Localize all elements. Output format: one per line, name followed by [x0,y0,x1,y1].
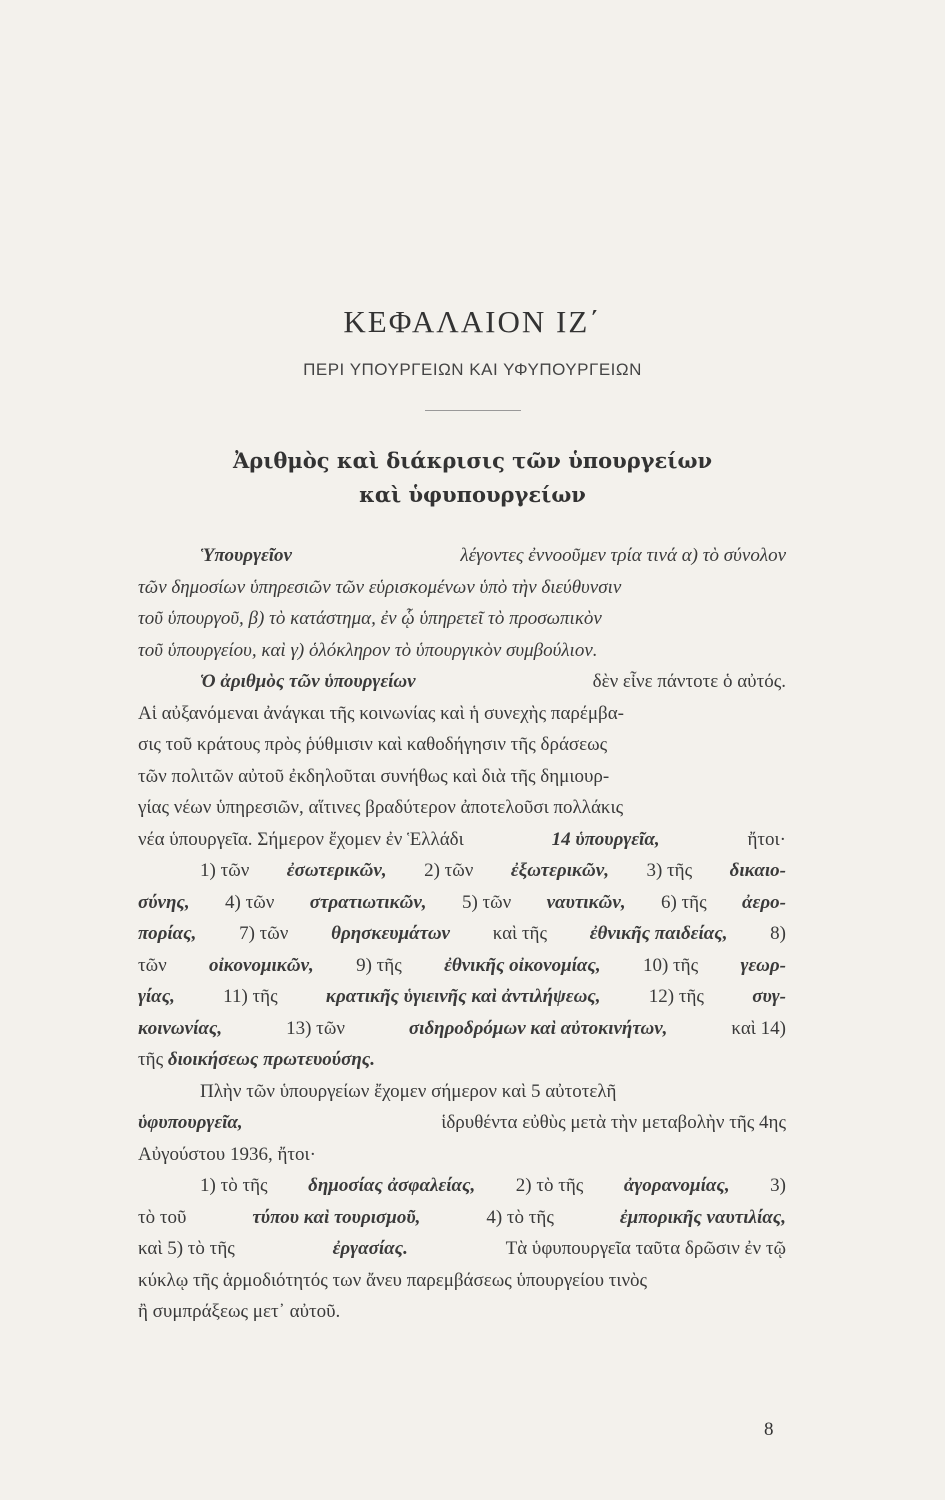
text-line: Πλὴν τῶν ὑπουργείων ἔχομεν σήμερον καὶ 5 αὐτοτελῆ [200,1080,617,1102]
term: Ὁ ἀριθμὸς τῶν ὑπουργείων [200,671,416,692]
term: ναυτικῶν, [546,891,626,913]
term: δημοσίας ἀσφαλείας, [308,1175,476,1196]
term: σιδηροδρόμων καὶ αὐτοκινήτων, [408,1017,668,1039]
text-run: τῶν [138,954,167,976]
term: συγ- [752,986,786,1007]
text-run: δὲν εἶνε πάντοτε ὁ αὐτός. [592,671,786,692]
divider-rule [425,410,521,411]
text-run: 6) τῆς [660,891,707,913]
text-run: ἱδρυθέντα εὐθὺς μετὰ τὴν μεταβολὴν τῆς 4ης [441,1112,786,1133]
text-run: 2) τὸ τῆς [515,1175,584,1196]
text-line: σις τοῦ κράτους πρὸς ῥύθμισιν καὶ καθοδήγησιν τῆς δράσεως [138,734,608,755]
text-run: 7) τῶν [239,923,289,944]
chapter-title: ΚΕΦΑΛΑΙΟΝ ΙΖ΄ [343,304,602,339]
term: πορίας, [138,923,197,944]
term: ἐξωτερικῶν, [510,860,609,881]
term: ἐθνικῆς παιδείας, [589,923,728,944]
term: 14 ὑπουργεῖα, [551,828,660,850]
text-line [138,887,786,919]
text-line: τοῦ ὑπουργείου, καὶ γ) ὁλόκληρον τὸ ὑπουργικὸν συμβούλιον. [138,639,598,661]
text-line: Αὐγούστου 1936, ἤτοι· [138,1143,316,1165]
text-line [138,855,786,887]
term: θρησκευμάτων [331,923,450,944]
term: ἀερο- [742,891,786,913]
text-run: Τὰ ὑφυπουργεῖα ταῦτα δρῶσιν ἐν τῷ [505,1238,786,1259]
text-run: 5) τῶν [461,891,512,913]
text-run: 11) τῆς [223,986,278,1007]
text-line: τῶν πολιτῶν αὐτοῦ ἐκδηλοῦται συνήθως καὶ διὰ τῆς δημιουρ- [138,765,610,787]
text-run: 9) τῆς [356,954,402,976]
text-line [138,1202,786,1234]
text-line: ἢ συμπράξεως μετ᾽ αὐτοῦ. [138,1301,341,1322]
term: Ὑπουργεῖον [200,545,292,566]
text-line: τοῦ ὑπουργοῦ, β) τὸ κατάστημα, ἐν ᾧ ὑπηρετεῖ τὸ προσωπικὸν [138,608,602,629]
term: δικαιο- [729,860,786,881]
text-run: τὸ τοῦ [138,1206,187,1228]
text-line [138,1013,786,1045]
term: ἐσωτερικῶν, [286,860,387,881]
text-run: ἤτοι· [747,828,786,850]
text-run: νέα ὑπουργεῖα. Σήμερον ἔχομεν ἐν Ἑλλάδι [138,828,464,850]
text-line [138,1107,786,1139]
text-run: καὶ 14) [731,1017,786,1039]
text-line [138,1233,786,1265]
term: κρατικῆς ὑγιεινῆς καὶ ἀντιλήψεως, [325,986,601,1007]
term: ἐργασίας. [332,1238,408,1259]
text-line [138,1170,786,1202]
text-line: Αἱ αὐξανόμεναι ἀνάγκαι τῆς κοινωνίας καὶ ἡ συνεχὴς παρέμβα- [138,702,625,724]
term: ὑφυπουργεῖα, [138,1112,243,1133]
text-run: καὶ 5) τὸ τῆς [138,1238,235,1259]
term: οἰκονομικῶν, [209,954,314,976]
text-line [138,1044,786,1076]
text-line: τῶν δημοσίων ὑπηρεσιῶν τῶν εὑρισκομένων ὑπὸ τὴν διεύθυνσιν [138,576,622,598]
term: τύπου καὶ τουρισμοῦ, [252,1206,421,1228]
text-line [138,981,786,1013]
text-run: καὶ τῆς [492,923,548,944]
text-run: τῆς [138,1049,164,1070]
text-run: 8) [770,923,786,944]
text-run: 1) τῶν [200,860,250,881]
text-line [138,666,786,698]
term: ἀγορανομίας, [623,1175,730,1196]
chapter-subtitle: ΠΕΡΙ ΥΠΟΥΡΓΕΙΩΝ ΚΑΙ ΥΦΥΠΟΥΡΓΕΙΩΝ [303,360,642,379]
term: γεωρ- [740,954,786,976]
text-line [138,918,786,950]
text-run: λέγοντες ἐννοοῦμεν τρία τινά α) τὸ σύνολον [460,545,786,566]
text-run: 4) τὸ τῆς [486,1206,554,1228]
text-run: 4) τῶν [225,891,275,913]
text-line [138,950,786,982]
text-line: γίας νέων ὑπηρεσιῶν, αἵτινες βραδύτερον ἀποτελοῦσι πολλάκις [138,797,624,818]
section-heading-line: Ἀριθμὸς καὶ διάκρισις τῶν ὑπουργείων [232,448,713,473]
text-line [138,824,786,856]
term: γίας, [138,986,175,1007]
text-run: 12) τῆς [648,986,704,1007]
text-run: 13) τῶν [286,1017,345,1039]
term: κοινωνίας, [138,1017,223,1039]
text-run: 10) τῆς [642,954,699,976]
section-heading-line: καὶ ὑφυπουργείων [359,482,586,507]
term: ἐμπορικῆς ναυτιλίας, [619,1206,786,1228]
term: ἐθνικῆς οἰκονομίας, [444,954,601,976]
term: σύνης, [138,891,190,913]
page-number: 8 [764,1419,774,1440]
text-run: 3) τῆς [646,860,693,881]
body-text [138,540,786,1328]
text-run: 2) τῶν [424,860,474,881]
text-line: κύκλῳ τῆς ἁρμοδιότητός των ἄνευ παρεμβάσεως ὑπουργείου τινὸς [138,1269,648,1291]
section-heading [0,444,945,512]
term: διοικήσεως πρωτευούσης. [167,1049,375,1070]
text-run: 1) τὸ τῆς [200,1175,268,1196]
text-line [138,540,786,572]
term: στρατιωτικῶν, [309,891,427,913]
text-run: 3) [770,1175,786,1196]
